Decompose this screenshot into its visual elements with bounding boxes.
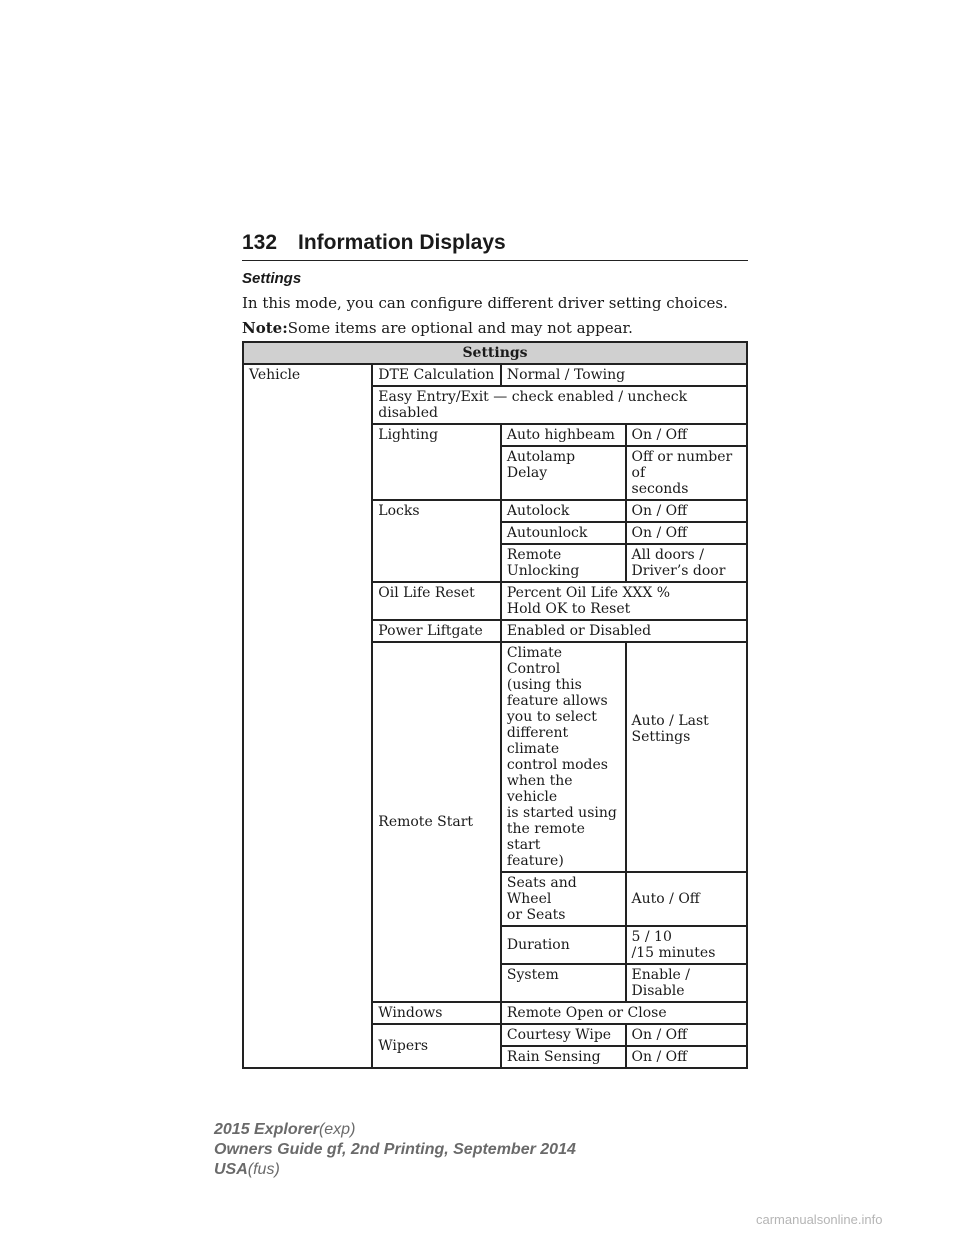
climate-line: the remote start	[506, 821, 585, 853]
remote-unlocking-label-line: Unlocking	[506, 563, 580, 579]
oil-life-line: Percent Oil Life XXX %	[506, 585, 671, 601]
section-heading: Settings	[242, 270, 302, 287]
seats-value: Auto / Off	[626, 872, 747, 926]
table-row	[243, 364, 747, 386]
climate-line: when the vehicle	[506, 773, 573, 805]
wipers-label: Wipers	[372, 1024, 501, 1068]
windows-value: Remote Open or Close	[501, 1002, 747, 1024]
system-value: Enable / Disable	[626, 964, 747, 1002]
footer-line-3	[214, 1160, 576, 1180]
climate-line: you to select	[506, 709, 597, 725]
footer	[214, 1120, 576, 1180]
watermark: carmanualsonline.info	[756, 1212, 883, 1227]
seats-label	[501, 872, 626, 926]
auto-highbeam-label: Auto highbeam	[501, 424, 626, 446]
footer-model: 2015 Explorer	[214, 1121, 319, 1138]
climate-line: Climate Control	[506, 645, 563, 677]
rain-sensing-value: On / Off	[626, 1046, 747, 1068]
footer-market: USA	[214, 1161, 248, 1178]
climate-value-line: Auto / Last	[631, 713, 709, 729]
windows-label: Windows	[372, 1002, 501, 1024]
climate-line: feature allows	[506, 693, 608, 709]
remote-unlocking-label-line: Remote	[506, 547, 562, 563]
remote-unlocking-label	[501, 544, 626, 582]
remote-start-label: Remote Start	[372, 642, 501, 1002]
oil-life-line: Hold OK to Reset	[506, 601, 631, 617]
note-label: Note:	[242, 319, 288, 337]
locks-label: Locks	[372, 500, 501, 582]
climate-line: feature)	[506, 853, 564, 869]
footer-line-2: Owners Guide gf, 2nd Printing, September 2014	[214, 1141, 576, 1158]
autolamp-delay-value	[626, 446, 747, 500]
remote-unlocking-value-line: Driver’s door	[631, 563, 726, 579]
remote-unlocking-value	[626, 544, 747, 582]
autolock-value: On / Off	[626, 500, 747, 522]
dte-value: Normal / Towing	[501, 364, 747, 386]
duration-value	[626, 926, 747, 964]
footer-model-code: (exp)	[318, 1121, 356, 1138]
rain-sensing-label: Rain Sensing	[501, 1046, 626, 1068]
climate-control-value	[626, 642, 747, 872]
note-paragraph	[242, 319, 633, 337]
climate-line: is started using	[506, 805, 617, 821]
auto-highbeam-value: On / Off	[626, 424, 747, 446]
oil-life-value	[501, 582, 747, 620]
settings-table	[242, 341, 748, 1069]
intro-paragraph: In this mode, you can configure different driver setting choices.	[242, 294, 728, 312]
lighting-label: Lighting	[372, 424, 501, 500]
autolock-label: Autolock	[501, 500, 626, 522]
power-liftgate-value: Enabled or Disabled	[501, 620, 747, 642]
courtesy-wipe-label: Courtesy Wipe	[501, 1024, 626, 1046]
courtesy-wipe-value: On / Off	[626, 1024, 747, 1046]
climate-line: different climate	[506, 725, 569, 757]
seats-label-line: or Seats	[506, 907, 566, 923]
duration-label: Duration	[501, 926, 626, 964]
autounlock-value: On / Off	[626, 522, 747, 544]
duration-value-line: 5 / 10	[631, 929, 672, 945]
table-title: Settings	[243, 342, 747, 364]
note-text: Some items are optional and may not appear.	[287, 319, 633, 337]
climate-control-label	[501, 642, 626, 872]
remote-unlocking-value-line: All doors /	[631, 547, 704, 563]
table-header-row	[243, 342, 747, 364]
footer-market-code: (fus)	[247, 1161, 280, 1178]
dte-label: DTE Calculation	[372, 364, 501, 386]
duration-value-line: /15 minutes	[631, 945, 716, 961]
power-liftgate-label: Power Liftgate	[372, 620, 501, 642]
oil-life-label: Oil Life Reset	[372, 582, 501, 620]
chapter-title: Information Displays	[298, 231, 506, 254]
page-number: 132	[242, 231, 278, 254]
climate-line: (using this	[506, 677, 582, 693]
climate-value-line: Settings	[631, 729, 691, 745]
system-label: System	[501, 964, 626, 1002]
autounlock-label: Autounlock	[501, 522, 626, 544]
vehicle-cell: Vehicle	[243, 364, 372, 1068]
autolamp-delay-label: Autolamp Delay	[501, 446, 626, 500]
footer-line-1	[214, 1120, 576, 1140]
climate-line: control modes	[506, 757, 608, 773]
easy-entry-cell: Easy Entry/Exit — check enabled / uncheck disabled	[372, 386, 747, 424]
page-header	[242, 230, 748, 261]
autolamp-value-line: seconds	[631, 481, 689, 497]
autolamp-value-line: Off or number of	[631, 449, 733, 481]
seats-label-line: Seats and Wheel	[506, 875, 577, 907]
